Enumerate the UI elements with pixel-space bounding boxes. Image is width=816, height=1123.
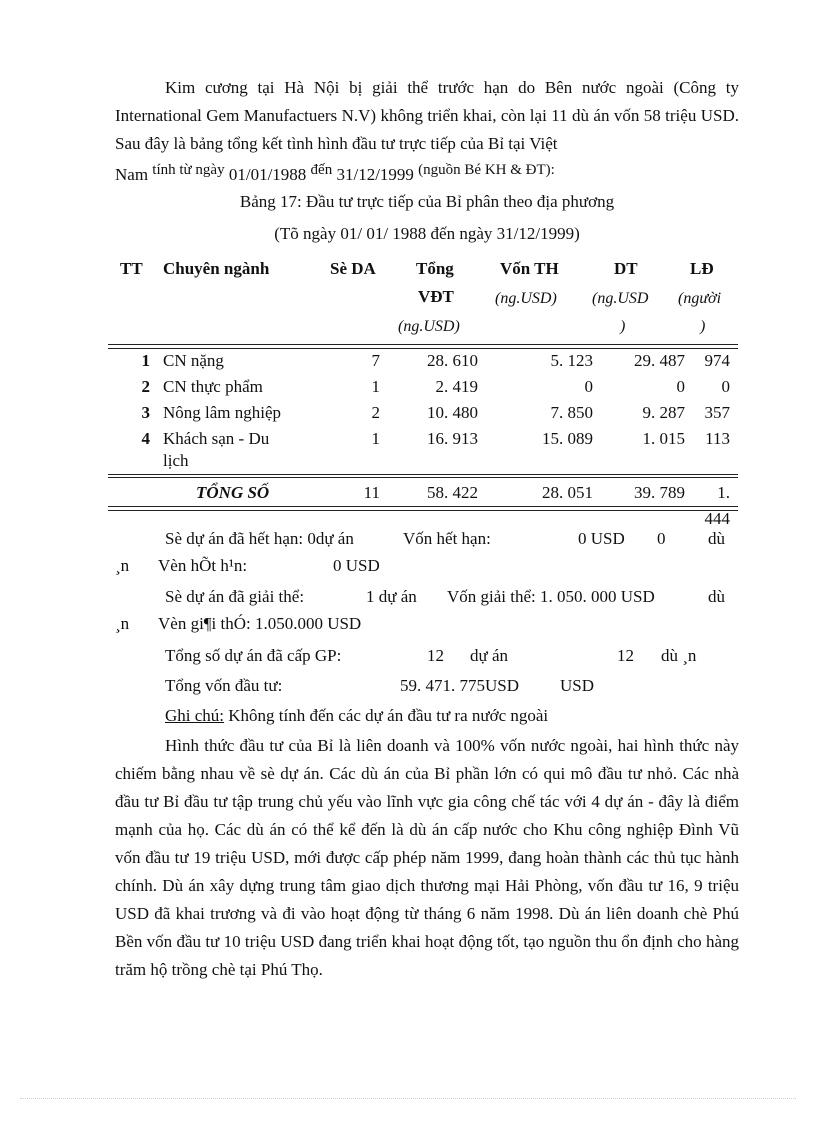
cell-dt: 1. 015 (642, 429, 685, 448)
note-label: Ghi chú: (165, 706, 225, 725)
cell-vdt: 28. 610 (427, 351, 478, 370)
total-rule-bottom (108, 477, 738, 478)
cell-vdt: 16. 913 (427, 429, 478, 448)
closing-paragraph: Hình thức đầu tư của Bỉ là liên doanh và 100% vốn nước ngoài, hai hình thức này chiếm bằng nhau về sè dự án. Các dù án của Bỉ phần lớn có qui mô đầu tư nhỏ. Các nhà đầu tư Bỉ đầu tư tập trung chủ yếu vào lĩnh vực gia công chế tác với 4 dự án - đây là điểm mạnh của họ. Các dù án có thể kể đến là dù án cấp nước cho Khu công nghiệp Đình Vũ vốn đầu tư 19 triệu USD, mới được cấp phép năm 1999, đang hoàn thành các thủ tục hành chính. Dù án xây dựng trung tâm giao dịch thương mại Hải Phòng, vốn đầu tư 16, 9 triệu USD đã khai trương và đi vào hoạt động từ tháng 6 năm 1998. Dù án liên doanh chè Phú Bền vốn đầu tư 10 triệu USD đang triển khai hoạt động tốt, tạo nguồn thu ổn định cho hàng trăm hộ trồng chè tại Phú Thọ. (115, 736, 739, 979)
expired-projects: Sè dự án đã hết hạn: 0dự án (165, 529, 354, 548)
header-vth-unit: (ng.USD) (495, 290, 557, 307)
header-vdt-1: Tổng (416, 259, 454, 278)
header-ld-unit-1: (người (678, 290, 722, 307)
cell-dt: 29. 487 (634, 351, 685, 370)
table-total-row (108, 480, 738, 528)
licensed-count-2: 12 (617, 646, 634, 665)
licensed-unit-2: dù ¸n (661, 646, 697, 665)
expired-capital-label: Vốn hết hạn: (403, 529, 491, 548)
investment-label: Tổng vốn đầu tư: (165, 676, 283, 695)
table-row (108, 426, 738, 474)
dissolved-projects: Sè dự án đã giải thể: (165, 587, 305, 606)
expired-von-het-han: Vèn hÕt h¹n: (158, 556, 248, 575)
cell-ld: 113 (705, 429, 730, 448)
total-dt: 39. 789 (634, 483, 685, 502)
total-vdt: 58. 422 (427, 483, 478, 502)
cell-sda: 1 (371, 429, 380, 448)
total-sda: 11 (363, 483, 380, 502)
expired-an: ¸n (115, 556, 130, 575)
total-label: TỔNG SỐ (196, 483, 270, 502)
header-name: Chuyên ngành (163, 259, 270, 278)
table-title: Bảng 17: Đầu tư trực tiếp của Bỉ phân theo địa phương (239, 192, 615, 211)
dissolved-von: Vèn gi¶i thÓ: 1.050.000 USD (158, 614, 362, 633)
header-ld: LĐ (690, 259, 714, 278)
investment-value: 59. 471. 775USD (400, 676, 520, 695)
table-bottom-rule-top (108, 506, 738, 507)
intro-end-date: 31/12/1999 (336, 165, 414, 184)
investment-usd: USD (560, 676, 595, 695)
header-dt-unit-1: (ng.USD (592, 290, 649, 307)
dissolved-an: ¸n (115, 614, 130, 633)
cell-vth: 7. 850 (550, 403, 593, 422)
header-vdt-unit: (ng.USD) (398, 318, 460, 335)
header-rule-top (108, 344, 738, 345)
cell-sda: 7 (371, 351, 380, 370)
cell-vth: 15. 089 (542, 429, 593, 448)
header-vth: Vốn TH (500, 259, 559, 278)
total-rule-top (108, 474, 738, 475)
cell-vdt: 2. 419 (435, 377, 478, 396)
intro-since: tính từ ngày (152, 162, 225, 178)
cell-sda: 1 (371, 377, 380, 396)
cell-name: CN nặng (163, 351, 224, 370)
cell-name-line-2: lịch (163, 451, 189, 470)
licensed-count: 12 (427, 646, 444, 665)
total-vth: 28. 051 (542, 483, 593, 502)
cell-ld: 357 (704, 403, 730, 422)
table-period: (Tõ ngày 01/ 01/ 1988 đến ngày 31/12/1999) (274, 224, 580, 243)
intro-last-line (115, 162, 555, 189)
licensed-projects: Tổng số dự án đã cấp GP: (165, 646, 342, 665)
header-tt: TT (120, 259, 143, 278)
cell-ld: 0 (721, 377, 730, 396)
dissolved-du: dù (708, 587, 725, 606)
table-row (108, 374, 738, 400)
cell-name: Nông lâm nghiệp (163, 403, 282, 422)
cell-ld: 974 (704, 351, 730, 370)
header-vdt-2: VĐT (418, 287, 454, 306)
table-bottom-rule-bottom (108, 510, 738, 511)
total-ld: 1. 444 (704, 483, 730, 528)
intro-start-date: 01/01/1988 (228, 165, 307, 184)
cell-name: CN thực phẩm (163, 377, 263, 396)
header-ld-unit-2: ) (700, 318, 706, 335)
note-text: Không tính đến các dự án đầu tư ra nước ngoài (224, 706, 549, 725)
intro-paragraph: Kim cương tại Hà Nội bị giải thể trước hạn do Bên nước ngoài (Công ty International Gem Manufactuers N.V) không triển khai, còn lại 11 dù án vốn 58 triệu USD. Sau đây là bảng tổng kết tình hình đầu tư trực tiếp của Bỉ tại Việt (115, 78, 739, 153)
intro-to: đến (310, 162, 333, 178)
cell-name-line-1: Khách sạn - Du (163, 429, 270, 448)
expired-von-value: 0 USD (333, 556, 380, 575)
expired-du: dù (708, 529, 725, 548)
page-bottom-rule (20, 1098, 796, 1099)
cell-tt: 1 (141, 351, 150, 370)
cell-vth: 0 (584, 377, 593, 396)
dissolved-capital: Vốn giải thể: 1. 050. 000 USD (447, 587, 655, 606)
cell-dt: 0 (676, 377, 685, 396)
cell-sda: 2 (371, 403, 380, 422)
cell-tt: 4 (141, 429, 150, 448)
cell-vdt: 10. 480 (427, 403, 478, 422)
intro-word-nam: Nam (115, 165, 149, 184)
licensed-unit: dự án (470, 646, 509, 665)
note-line (165, 703, 548, 729)
cell-tt: 3 (141, 403, 150, 422)
header-dt: DT (614, 259, 638, 278)
expired-zero: 0 (657, 529, 666, 548)
cell-dt: 9. 287 (642, 403, 685, 422)
cell-tt: 2 (141, 377, 150, 396)
dissolved-count: 1 dự án (366, 587, 417, 606)
cell-vth: 5. 123 (550, 351, 593, 370)
header-sda: Sè DA (330, 259, 376, 278)
table-row (108, 348, 738, 374)
header-dt-unit-2: ) (620, 318, 626, 335)
intro-source: (nguồn Bé KH & ĐT): (418, 162, 555, 178)
table-row (108, 400, 738, 426)
expired-capital-value: 0 USD (578, 529, 625, 548)
